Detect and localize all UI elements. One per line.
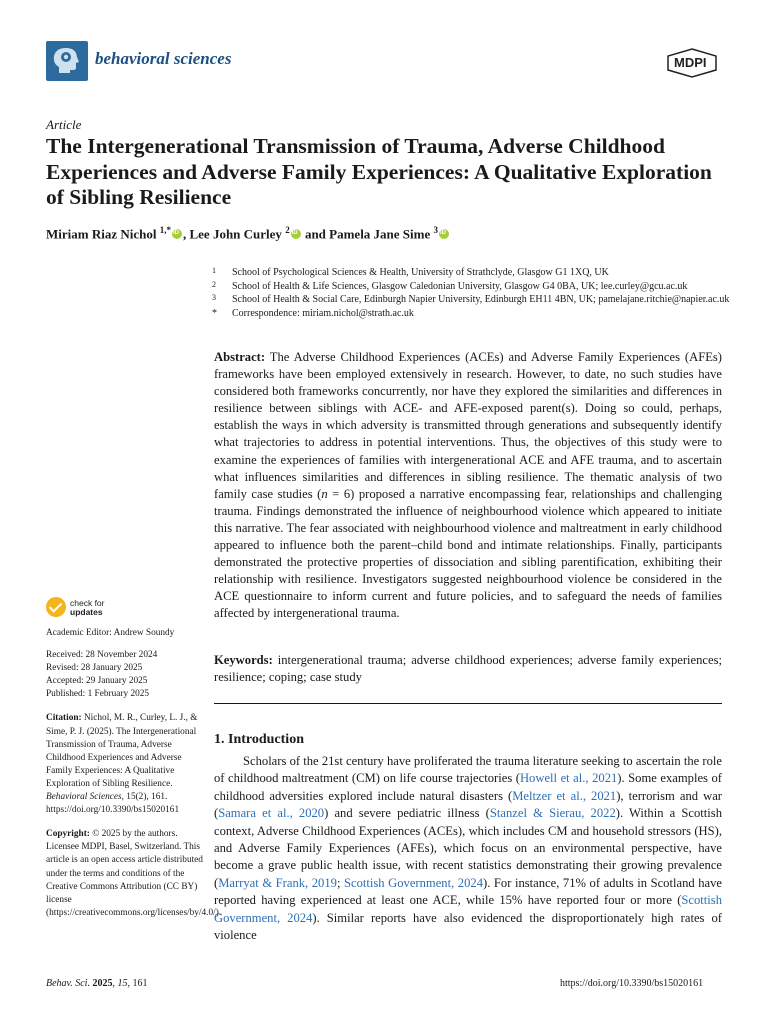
check-updates-line1: check for xyxy=(70,598,105,608)
footer-journal-ref: Behav. Sci. 2025, 15, 161 xyxy=(46,978,148,989)
checkmark-icon xyxy=(46,597,66,617)
affiliation-mark: * xyxy=(212,307,217,319)
citation-link[interactable]: Samara et al., 2020 xyxy=(218,806,325,821)
affiliation-mark: 3 xyxy=(212,293,216,302)
footer-doi-link[interactable]: https://doi.org/10.3390/bs15020161 xyxy=(560,978,704,989)
author-affiliation-mark: 2 xyxy=(285,225,290,235)
citation-text: Nichol, M. R., Curley, L. J., & Sime, P. J. (2025). The Intergenerational Transmission of Trauma, Adverse Childhood Experiences and Adverse Family Experiences: A Qualitative Exploration of Sibling Resilience. xyxy=(46,713,198,789)
abstract-text-continued: = 6) proposed a narrative encompassing fear, relationships and challenging trauma. Findings demonstrated the influence of neighbourhood violence which appeared to initiate this narrative. The fear associated with neighbourhood violence and maltreatment in early childhood appeared to influence both the parent–child bond and intimate relationships. Finally, participants demonstrated the protective properties of dissociation and sibling parentification, exhibiting their relationship with resilience. Investigators suggested neighbourhood violence be considered in the ACE questionnaire to inform current and future policies, and to safeguard the needs of families affected by intergenerational trauma. xyxy=(214,486,722,621)
affiliation-item xyxy=(212,280,732,294)
affiliation-item xyxy=(212,266,732,280)
copyright-block xyxy=(46,828,222,920)
orcid-icon[interactable] xyxy=(291,229,301,239)
article-type: Article xyxy=(46,117,82,132)
affiliation-item xyxy=(212,293,732,307)
revised-date: Revised: 28 January 2025 xyxy=(46,663,143,674)
author-separator: and xyxy=(301,226,330,242)
author-separator: , xyxy=(182,226,190,242)
abstract xyxy=(214,349,722,623)
citation-link[interactable]: Marryat & Frank, 2019 xyxy=(218,875,337,890)
orcid-icon[interactable] xyxy=(439,229,449,239)
intro-text: ; xyxy=(336,875,345,890)
check-updates-line2: updates xyxy=(70,607,103,617)
intro-text: ), terrorism and war ( xyxy=(214,788,722,821)
section-divider xyxy=(214,703,722,704)
copyright-text: © 2025 by the authors. Licensee MDPI, Basel, Switzerland. This article is an open access article distributed under the terms and conditions of the Creative Commons Attribution (CC BY) license (https://creativecommons.org/licenses/by/4.0/). xyxy=(46,829,222,918)
keywords-label: Keywords: xyxy=(214,653,273,667)
orcid-icon[interactable] xyxy=(172,229,182,239)
affiliations xyxy=(212,266,732,320)
keywords xyxy=(214,652,722,686)
abstract-label: Abstract: xyxy=(214,350,266,364)
check-for-updates-label xyxy=(70,599,105,617)
author-name[interactable]: Pamela Jane Sime xyxy=(329,226,431,242)
head-gear-icon xyxy=(46,41,88,81)
author-list xyxy=(46,225,450,242)
citation-label: Citation: xyxy=(46,713,82,724)
footer-year: 2025 xyxy=(92,978,113,989)
mdpi-logo[interactable] xyxy=(666,48,718,78)
citation-block xyxy=(46,712,204,817)
affiliation-text: School of Psychological Sciences & Health, University of Strathclyde, Glasgow G1 1XQ, UK xyxy=(232,267,609,278)
keywords-text: intergenerational trauma; adverse childhood experiences; adverse family experiences; resilience; coping; case study xyxy=(214,653,722,685)
received-date: Received: 28 November 2024 xyxy=(46,650,158,661)
journal-name[interactable]: behavioral sciences xyxy=(95,49,232,68)
abstract-text: The Adverse Childhood Experiences (ACEs) and Adverse Family Experiences (AFEs) frameworks have been employed extensively in research. However, to date, no such studies have considered both frameworks concurrently, nor have they explored the similarities and differences in resilience between siblings with ACE- and AFE-exposed parent(s). Doing so could, perhaps, establish the ways in which adversity is transmitted through generations and subsequently identify what trajectories to address in potential interventions. Thus, the objectives of this study were to examine the experiences of families with intergenerational ACE and AFE trauma, and to ascertain what influences similarities and differences in sibling resilience. The thematic analysis of two family case studies ( xyxy=(214,350,722,501)
intro-text: ). Similar reports have also evidenced the disproportionately high rates of violence xyxy=(214,910,722,943)
citation-link[interactable]: Howell et al., 2021 xyxy=(519,771,618,786)
journal-logo xyxy=(46,41,88,81)
author-name[interactable]: Miriam Riaz Nichol xyxy=(46,226,157,242)
intro-text: ). For instance, 71% of adults in Scotland have reported having experienced at least one ACE, while 15% have reported four or more ( xyxy=(214,875,722,908)
author-name[interactable]: Lee John Curley xyxy=(189,226,282,242)
affiliation-text: School of Health & Life Sciences, Glasgow Caledonian University, Glasgow G4 0BA, UK; lee.curley@gcu.ac.uk xyxy=(232,280,688,292)
citation-link[interactable]: Scottish Government, 2024 xyxy=(344,875,483,890)
article-sidebar xyxy=(46,627,222,920)
accepted-date: Accepted: 29 January 2025 xyxy=(46,676,148,687)
footer-volume: 15 xyxy=(117,978,128,989)
citation-journal: Behavioral Sciences xyxy=(46,792,122,803)
intro-text: ). Some examples of childhood adversities explored include natural disasters ( xyxy=(214,771,722,803)
copyright-label: Copyright: xyxy=(46,829,90,840)
publisher-name: MDPI xyxy=(674,55,707,70)
citation-link[interactable]: Meltzer et al., 2021 xyxy=(512,788,617,803)
citation-link[interactable]: Stanzel & Sierau, 2022 xyxy=(489,806,616,821)
citation-link[interactable]: Scottish Government, 2024 xyxy=(214,893,722,925)
intro-text: ). Within a Scottish context, Adverse Childhood Experiences (ACEs), which includes CM and household stressors (HS), and Adverse Family Experiences (AFEs), which focus on an environmental perspective, have become a grave public health issue, with recent statistics demonstrating their growing prevalence ( xyxy=(214,806,722,890)
affiliation-text: School of Health & Social Care, Edinburgh Napier University, Edinburgh EH11 4BN, UK; pamelajane.ritchie@napier.ac.uk xyxy=(232,294,730,305)
published-date: Published: 1 February 2025 xyxy=(46,689,150,700)
intro-paragraph xyxy=(214,753,722,944)
citation-doi[interactable]: , 15(2), 161. https://doi.org/10.3390/bs15020161 xyxy=(46,792,180,816)
footer-journal-abbrev: Behav. Sci. xyxy=(46,978,90,989)
affiliation-text: Correspondence: miriam.nichol@strath.ac.uk xyxy=(232,307,414,319)
affiliation-mark: 1 xyxy=(212,266,216,275)
abstract-n-symbol: n xyxy=(321,486,328,501)
check-for-updates-button[interactable] xyxy=(46,597,126,621)
intro-text: Scholars of the 21st century have proliferated the trauma literature seeking to ascertain the role of childhood maltreatment (CM) on life course trajectories ( xyxy=(214,754,722,786)
affiliation-item xyxy=(212,307,732,321)
article-title: The Intergenerational Transmission of Trauma, Adverse Childhood Experiences and Adverse Family Experiences: A Qualitative Exploration of Sibling Resilience xyxy=(46,134,712,209)
author-affiliation-mark: 3 xyxy=(433,225,438,235)
footer-article-no: , 161 xyxy=(127,978,148,989)
affiliation-mark: 2 xyxy=(212,279,216,289)
section-heading: 1. Introduction xyxy=(214,732,304,747)
intro-text: ) and severe pediatric illness ( xyxy=(324,806,490,821)
academic-editor: Academic Editor: Andrew Soundy xyxy=(46,628,175,638)
author-affiliation-mark: 1,* xyxy=(159,225,171,235)
